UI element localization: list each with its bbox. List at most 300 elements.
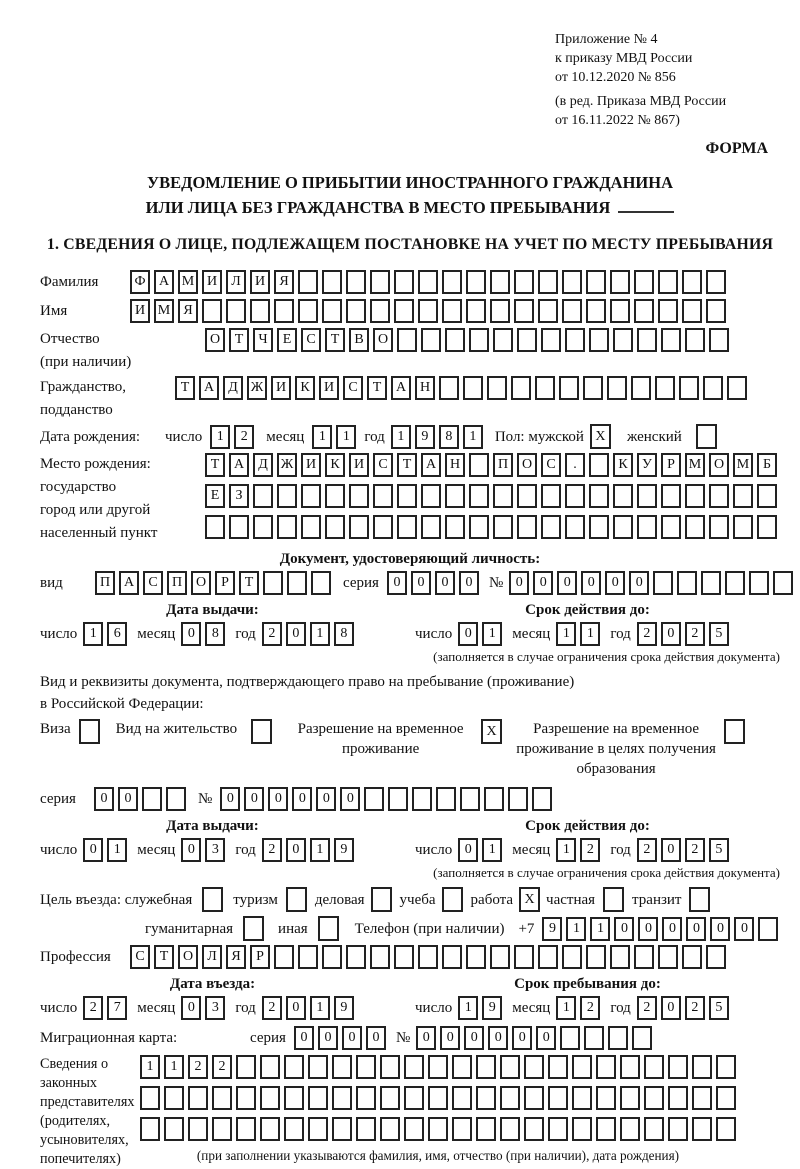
form-cell: С xyxy=(301,328,321,352)
form-cell xyxy=(490,299,510,323)
form-cell: 2 xyxy=(83,996,103,1020)
mig-number-label: № xyxy=(395,1030,411,1046)
form-cell: 0 xyxy=(614,917,634,941)
form-cell: Р xyxy=(250,945,270,969)
form-cell: Н xyxy=(415,376,435,400)
form-cell: И xyxy=(271,376,291,400)
form-cell xyxy=(463,376,483,400)
form-cell: 0 xyxy=(459,571,479,595)
entry-date-heading: Дата въезда: xyxy=(169,976,256,992)
id-issue-heading: Дата выдачи: xyxy=(166,602,259,618)
id-expiry-month-cells xyxy=(556,622,600,646)
form-cell xyxy=(428,1055,448,1079)
form-cell xyxy=(706,945,726,969)
form-cell xyxy=(541,484,561,508)
purpose-study-checkbox xyxy=(442,887,463,912)
purpose-humanitarian-label: гуманитарная xyxy=(145,920,234,937)
residence-permit-label: Вид на жительство xyxy=(115,721,238,737)
form-cell: 1 xyxy=(482,622,502,646)
form-cell xyxy=(205,515,225,539)
form-cell xyxy=(373,515,393,539)
form-cell xyxy=(644,1117,664,1141)
form-cell xyxy=(332,1055,352,1079)
form-cell xyxy=(236,1055,256,1079)
day-label: число xyxy=(415,1000,453,1016)
form-cell: 0 xyxy=(83,838,103,862)
stay-until-year-cells xyxy=(637,996,729,1020)
form-cell: 0 xyxy=(488,1026,508,1050)
form-cell xyxy=(308,1117,328,1141)
form-cell: 0 xyxy=(661,838,681,862)
form-cell xyxy=(373,484,393,508)
day-label: число xyxy=(40,1000,78,1016)
form-cell: 0 xyxy=(118,787,138,811)
form-cell xyxy=(253,515,273,539)
form-cell xyxy=(757,484,777,508)
form-cell xyxy=(284,1117,304,1141)
form-cell xyxy=(445,328,465,352)
purpose-work-label: работа xyxy=(470,891,514,908)
form-cell: М xyxy=(178,270,198,294)
form-cell xyxy=(644,1086,664,1110)
form-cell xyxy=(476,1055,496,1079)
form-cell xyxy=(421,515,441,539)
form-cell xyxy=(524,1055,544,1079)
form-cell: 0 xyxy=(340,787,360,811)
form-cell: 9 xyxy=(542,917,562,941)
form-cell: И xyxy=(319,376,339,400)
form-cell xyxy=(404,1117,424,1141)
form-cell: 0 xyxy=(220,787,240,811)
form-cell: В xyxy=(349,328,369,352)
form-cell: Т xyxy=(175,376,195,400)
id-kind-cells xyxy=(95,571,331,595)
form-cell: О xyxy=(205,328,225,352)
form-cell xyxy=(634,270,654,294)
form-cell xyxy=(460,787,480,811)
form-cell xyxy=(548,1086,568,1110)
form-cell xyxy=(685,484,705,508)
year-label: год xyxy=(235,842,256,858)
form-cell xyxy=(610,945,630,969)
name-label: Имя xyxy=(40,303,68,319)
form-cell: 1 xyxy=(482,838,502,862)
form-cell: 0 xyxy=(458,838,478,862)
form-cell: 9 xyxy=(334,838,354,862)
form-cell xyxy=(562,270,582,294)
form-cell: С xyxy=(143,571,163,595)
form-cell: 1 xyxy=(590,917,610,941)
form-cell xyxy=(596,1117,616,1141)
revision-line: (в ред. Приказа МВД России xyxy=(555,94,727,109)
form-cell: Т xyxy=(325,328,345,352)
form-cell: А xyxy=(119,571,139,595)
form-cell xyxy=(661,515,681,539)
form-cell xyxy=(548,1055,568,1079)
form-cell xyxy=(466,270,486,294)
form-cell xyxy=(298,945,318,969)
representatives-label: Сведения о законных представителях (родителях, усыновителях, попечителях) xyxy=(40,1056,135,1167)
form-cell xyxy=(589,515,609,539)
form-cell xyxy=(572,1117,592,1141)
form-cell xyxy=(682,270,702,294)
entry-day-cells xyxy=(83,996,127,1020)
surname-cells xyxy=(130,270,726,294)
form-cell xyxy=(277,484,297,508)
form-cell xyxy=(716,1117,736,1141)
form-cell xyxy=(308,1086,328,1110)
form-cell: М xyxy=(154,299,174,323)
form-cell xyxy=(442,299,462,323)
purpose-transit-checkbox xyxy=(689,887,710,912)
form-cell: 8 xyxy=(334,622,354,646)
form-cell xyxy=(301,515,321,539)
form-cell xyxy=(514,270,534,294)
form-cell: 0 xyxy=(629,571,649,595)
form-cell: 2 xyxy=(685,838,705,862)
mig-series-label: серия xyxy=(250,1030,286,1046)
form-cell: Т xyxy=(367,376,387,400)
form-cell: Ч xyxy=(253,328,273,352)
document-title xyxy=(40,170,780,220)
form-cell: 1 xyxy=(107,838,127,862)
form-cell: Е xyxy=(277,328,297,352)
form-cell xyxy=(140,1117,160,1141)
form-cell: С xyxy=(541,453,561,477)
form-cell xyxy=(613,328,633,352)
form-cell xyxy=(668,1117,688,1141)
form-cell xyxy=(653,571,673,595)
form-cell xyxy=(682,299,702,323)
id-issue-year-cells xyxy=(262,622,354,646)
form-cell xyxy=(586,945,606,969)
form-cell: П xyxy=(95,571,115,595)
form-cell: 0 xyxy=(661,996,681,1020)
sex-female-checkbox xyxy=(696,424,717,449)
form-cell xyxy=(394,270,414,294)
form-cell xyxy=(703,376,723,400)
form-cell: 0 xyxy=(557,571,577,595)
form-cell: 1 xyxy=(210,425,230,449)
stay-expiry-month-cells xyxy=(556,838,600,862)
form-cell: 1 xyxy=(164,1055,184,1079)
birth-place-cells-3 xyxy=(205,515,777,539)
form-cell xyxy=(469,484,489,508)
id-issue-month-cells xyxy=(181,622,225,646)
form-cell xyxy=(517,328,537,352)
form-cell xyxy=(655,376,675,400)
form-cell xyxy=(332,1117,352,1141)
form-cell xyxy=(749,571,769,595)
form-cell xyxy=(709,328,729,352)
form-cell: О xyxy=(517,453,537,477)
form-cell: 0 xyxy=(605,571,625,595)
month-label: месяц xyxy=(137,1000,176,1016)
form-cell xyxy=(397,328,417,352)
form-cell: Д xyxy=(223,376,243,400)
form-cell: 3 xyxy=(205,838,225,862)
form-cell xyxy=(565,515,585,539)
form-cell: 2 xyxy=(685,622,705,646)
form-cell xyxy=(277,515,297,539)
form-cell xyxy=(538,945,558,969)
birth-year-cells xyxy=(391,425,483,449)
migration-card-label: Миграционная карта: xyxy=(40,1030,178,1046)
form-cell xyxy=(493,515,513,539)
form-cell xyxy=(274,945,294,969)
form-cell xyxy=(349,515,369,539)
temp-residence-checkbox: X xyxy=(481,719,502,744)
form-cell xyxy=(356,1117,376,1141)
form-cell xyxy=(565,328,585,352)
form-cell xyxy=(560,1026,580,1050)
form-cell xyxy=(442,270,462,294)
form-cell: 9 xyxy=(334,996,354,1020)
form-cell: 0 xyxy=(464,1026,484,1050)
form-cell xyxy=(608,1026,628,1050)
form-cell xyxy=(562,945,582,969)
month-label: месяц xyxy=(266,428,305,445)
form-cell xyxy=(380,1117,400,1141)
form-cell xyxy=(706,299,726,323)
form-cell xyxy=(412,787,432,811)
form-cell xyxy=(260,1055,280,1079)
form-cell: 9 xyxy=(482,996,502,1020)
stay-doc-paragraph: Вид и реквизиты документа, подтверждающего право на пребывание (проживание) в Российской Федерации: xyxy=(40,674,575,712)
form-cell xyxy=(493,328,513,352)
form-cell: 8 xyxy=(439,425,459,449)
form-cell: О xyxy=(709,453,729,477)
year-label: год xyxy=(610,1000,631,1016)
form-cell: М xyxy=(733,453,753,477)
form-cell xyxy=(524,1117,544,1141)
form-cell: 1 xyxy=(463,425,483,449)
form-cell xyxy=(757,515,777,539)
form-cell xyxy=(466,945,486,969)
form-cell xyxy=(469,515,489,539)
form-cell xyxy=(589,453,609,477)
form-cell xyxy=(388,787,408,811)
form-cell: 2 xyxy=(637,622,657,646)
mig-series-cells xyxy=(294,1026,386,1050)
form-cell xyxy=(596,1086,616,1110)
form-cell xyxy=(263,571,283,595)
purpose-business-label: деловая xyxy=(314,891,365,908)
form-cell xyxy=(716,1086,736,1110)
form-cell: 0 xyxy=(662,917,682,941)
month-label: месяц xyxy=(512,626,551,642)
year-label: год xyxy=(610,842,631,858)
representatives-cells-2 xyxy=(140,1086,736,1110)
form-cell: 1 xyxy=(556,838,576,862)
form-cell: Ж xyxy=(247,376,267,400)
temp-residence-edu-checkbox xyxy=(724,719,745,744)
representatives-cells-1 xyxy=(140,1055,736,1079)
entry-dates xyxy=(40,976,780,1020)
form-cell xyxy=(541,515,561,539)
form-cell xyxy=(634,299,654,323)
day-label: число xyxy=(415,626,453,642)
form-cell: К xyxy=(613,453,633,477)
stay-expiry-heading: Срок действия до: xyxy=(525,818,650,834)
form-cell: Р xyxy=(661,453,681,477)
form-cell xyxy=(692,1086,712,1110)
revision-line: от 16.11.2022 № 867) xyxy=(555,113,680,128)
patronymic-label: Отчество (при наличии) xyxy=(40,331,132,370)
month-label: месяц xyxy=(137,842,176,858)
form-cell: 0 xyxy=(710,917,730,941)
form-cell xyxy=(692,1117,712,1141)
form-cell xyxy=(685,515,705,539)
form-cell xyxy=(487,376,507,400)
form-cell: Ф xyxy=(130,270,150,294)
stay-expiry-day-cells xyxy=(458,838,502,862)
citizenship-label: Гражданство, подданство xyxy=(40,379,127,418)
form-cell: 2 xyxy=(580,838,600,862)
form-cell xyxy=(164,1117,184,1141)
profession-label: Профессия xyxy=(40,949,111,965)
id-issue-day-cells xyxy=(83,622,127,646)
purpose-other-checkbox xyxy=(318,916,339,941)
form-cell xyxy=(439,376,459,400)
entry-month-cells xyxy=(181,996,225,1020)
form-cell xyxy=(250,299,270,323)
form-cell xyxy=(572,1086,592,1110)
form-cell xyxy=(428,1117,448,1141)
month-label: месяц xyxy=(137,626,176,642)
form-cell: 0 xyxy=(686,917,706,941)
form-cell xyxy=(253,484,273,508)
form-cell xyxy=(346,270,366,294)
form-cell: Д xyxy=(253,453,273,477)
form-cell: З xyxy=(229,484,249,508)
form-cell xyxy=(661,484,681,508)
form-cell: 0 xyxy=(286,996,306,1020)
form-cell xyxy=(236,1117,256,1141)
form-cell xyxy=(356,1055,376,1079)
form-cell xyxy=(709,484,729,508)
stay-doc-dates xyxy=(40,818,780,862)
form-cell xyxy=(452,1055,472,1079)
form-cell xyxy=(733,515,753,539)
form-cell xyxy=(202,299,222,323)
form-cell: 2 xyxy=(262,838,282,862)
id-expiry-year-cells xyxy=(637,622,729,646)
form-cell xyxy=(634,945,654,969)
form-cell xyxy=(380,1086,400,1110)
patronymic-cells xyxy=(205,328,729,352)
form-cell: 2 xyxy=(212,1055,232,1079)
form-cell xyxy=(298,270,318,294)
stay-number-cells xyxy=(220,787,552,811)
form-cell xyxy=(476,1086,496,1110)
id-doc-heading: Документ, удостоверяющий личность: xyxy=(279,551,541,567)
form-cell xyxy=(613,515,633,539)
purpose-business-checkbox xyxy=(371,887,392,912)
form-cell xyxy=(442,945,462,969)
stay-issue-year-cells xyxy=(262,838,354,862)
form-cell xyxy=(322,945,342,969)
form-cell xyxy=(421,484,441,508)
form-cell: Р xyxy=(215,571,235,595)
form-cell: 0 xyxy=(581,571,601,595)
form-cell: 1 xyxy=(310,996,330,1020)
form-cell xyxy=(514,945,534,969)
title-line1: УВЕДОМЛЕНИЕ О ПРИБЫТИИ ИНОСТРАННОГО ГРАЖДАНИНА xyxy=(146,173,674,192)
form-cell xyxy=(709,515,729,539)
title-underline xyxy=(618,211,674,213)
form-cell xyxy=(572,1055,592,1079)
form-cell xyxy=(349,484,369,508)
representatives-cells-3 xyxy=(140,1117,736,1141)
birth-place-label: Место рождения: государство город или другой населенный пункт xyxy=(40,456,158,541)
form-cell xyxy=(226,299,246,323)
temp-residence-edu-label: Разрешение на временное проживание в целях получения образования xyxy=(516,721,716,777)
form-cell: 0 xyxy=(387,571,407,595)
form-cell xyxy=(260,1086,280,1110)
form-cell xyxy=(535,376,555,400)
form-cell: О xyxy=(373,328,393,352)
form-cell: 1 xyxy=(391,425,411,449)
form-cell xyxy=(685,328,705,352)
form-cell xyxy=(298,299,318,323)
form-cell: 0 xyxy=(181,838,201,862)
birth-place-cells-2 xyxy=(205,484,777,508)
form-cell: 0 xyxy=(268,787,288,811)
form-cell xyxy=(287,571,307,595)
form-cell xyxy=(445,515,465,539)
stay-issue-month-cells xyxy=(181,838,225,862)
form-cell: 1 xyxy=(580,622,600,646)
phone-cells xyxy=(542,917,778,941)
day-label: число xyxy=(40,842,78,858)
form-cell: 1 xyxy=(83,622,103,646)
form-cell: 7 xyxy=(107,996,127,1020)
form-cell xyxy=(188,1117,208,1141)
form-cell xyxy=(620,1055,640,1079)
form-cell xyxy=(631,376,651,400)
form-cell xyxy=(644,1055,664,1079)
year-label: год xyxy=(235,626,256,642)
form-cell xyxy=(758,917,778,941)
form-cell: 0 xyxy=(294,1026,314,1050)
form-cell xyxy=(538,299,558,323)
form-cell: 0 xyxy=(734,917,754,941)
id-dates xyxy=(40,602,780,646)
form-cell xyxy=(229,515,249,539)
form-cell xyxy=(538,270,558,294)
form-cell xyxy=(524,1086,544,1110)
form-cell xyxy=(607,376,627,400)
form-cell: 1 xyxy=(556,622,576,646)
appendix-block xyxy=(555,30,780,130)
stay-issue-day-cells xyxy=(83,838,127,862)
form-cell: 2 xyxy=(637,996,657,1020)
form-cell xyxy=(346,299,366,323)
form-cell xyxy=(701,571,721,595)
form-cell xyxy=(311,571,331,595)
mig-number-cells xyxy=(416,1026,652,1050)
year-label: год xyxy=(235,1000,256,1016)
purpose-other-label: иная xyxy=(278,920,308,937)
form-cell: Т xyxy=(229,328,249,352)
form-cell xyxy=(404,1086,424,1110)
form-cell xyxy=(658,299,678,323)
purpose-humanitarian-checkbox xyxy=(243,916,264,941)
form-cell: 0 xyxy=(366,1026,386,1050)
birth-date-label: Дата рождения: xyxy=(40,428,141,445)
form-cell: И xyxy=(349,453,369,477)
